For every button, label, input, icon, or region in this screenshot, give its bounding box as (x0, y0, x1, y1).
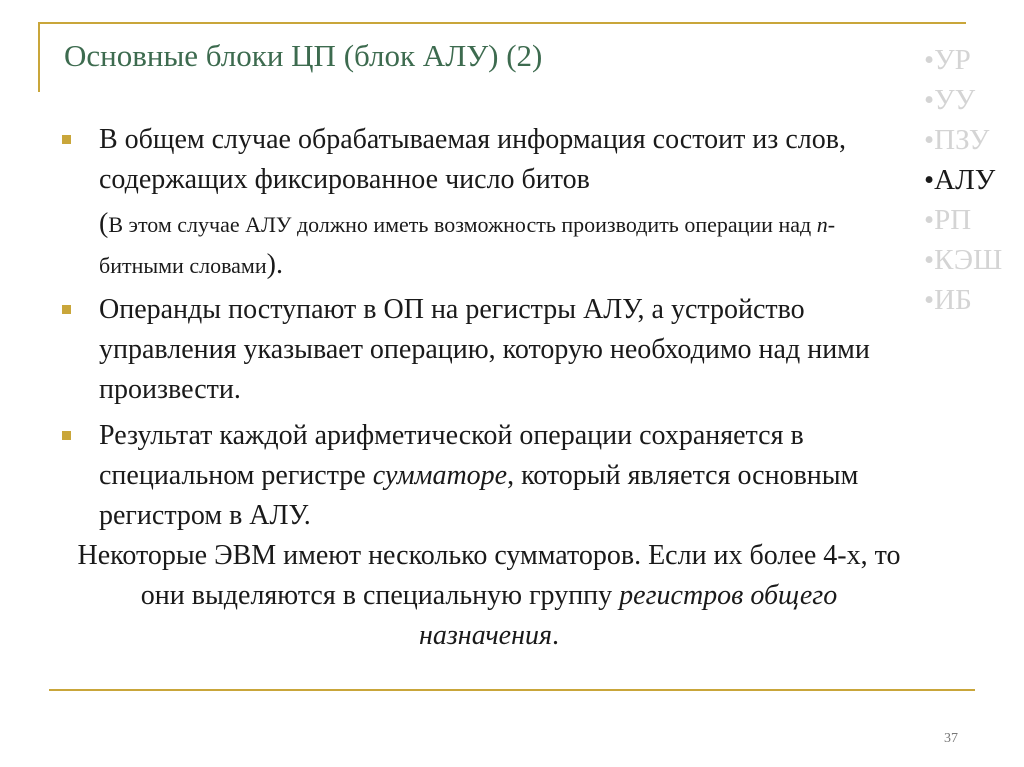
bullet-text-before: Результат каждой арифметической операции сохраняется в специальном регистре (99, 420, 804, 491)
note-close-paren: ). (266, 249, 283, 280)
final-text-before: Некоторые ЭВМ имеют несколько сумматоров. Если их более 4-х, то они выделяются в специальную группу (77, 540, 901, 611)
nav-item-kesh: •КЭШ (924, 244, 1003, 276)
nav-item-ur: •УР (924, 44, 971, 76)
page-number: 37 (944, 731, 958, 746)
bullet-italic-term: сумматоре (372, 460, 508, 491)
note-text-after: -битными словами (99, 212, 836, 278)
nav-item-uu: •УУ (924, 84, 976, 116)
nav-item-alu: •АЛУ (924, 164, 996, 196)
bullet-marker-icon (62, 431, 71, 440)
left-rule (38, 22, 40, 92)
final-italic-term: регистров общего назначения (418, 580, 838, 651)
bullet-text-after: , который является основным регистром в АЛУ. (99, 460, 859, 531)
final-text-after: . (552, 620, 560, 651)
bottom-rule (49, 689, 975, 691)
block-nav-list (924, 40, 1002, 320)
note-italic: n (816, 212, 828, 237)
note-open-paren: ( (99, 208, 109, 239)
slide-body (62, 120, 902, 656)
bullet-marker-icon (62, 305, 71, 314)
bullet-marker-icon (62, 135, 71, 144)
nav-item-ib: •ИБ (924, 284, 972, 316)
bullet-text: В общем случае обрабатываемая информация состоит из слов, содержащих фиксированное число битов (99, 124, 846, 195)
note-text-before: В этом случае АЛУ должно иметь возможность производить операции над (108, 212, 817, 237)
bullet-item (62, 290, 902, 410)
bullet-item (62, 120, 902, 200)
bullet-item (62, 416, 902, 536)
bullet-text: Операнды поступают в ОП на регистры АЛУ, а устройство управления указывает операцию, которую необходимо над ними произвести. (99, 294, 870, 405)
slide-title: Основные блоки ЦП (блок АЛУ) (2) (64, 38, 543, 73)
bullet-note (62, 204, 902, 286)
closing-paragraph (62, 536, 902, 656)
top-rule (38, 22, 966, 24)
nav-item-pzu: •ПЗУ (924, 124, 990, 156)
nav-item-rp: •РП (924, 204, 972, 236)
